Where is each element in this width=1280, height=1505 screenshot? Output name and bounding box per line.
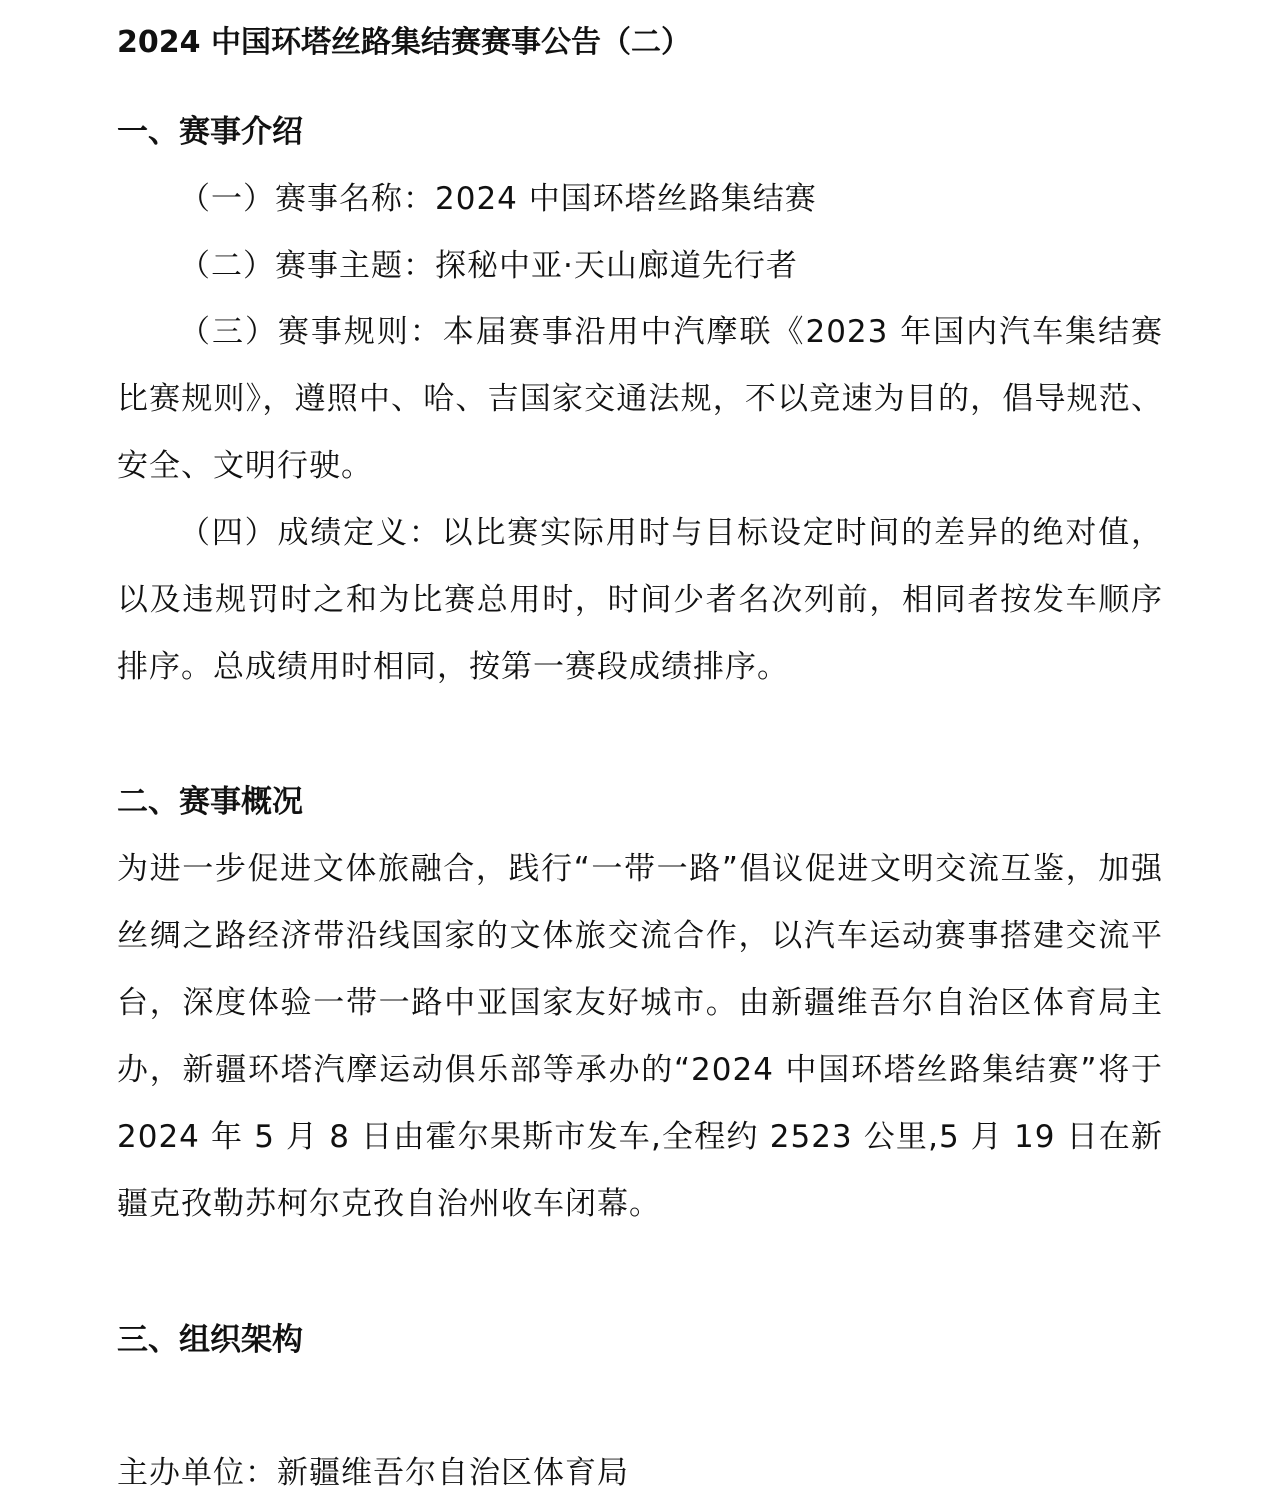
document-title: 2024 中国环塔丝路集结赛赛事公告（二） — [117, 25, 691, 60]
section-heading-organization: 三、组织架构 — [117, 1322, 303, 1358]
intro-item-rules: （三）赛事规则：本届赛事沿用中汽摩联《2023 年国内汽车集结赛比赛规则》，遵照中、哈、吉国家交通法规，不以竞速为目的，倡导规范、安全、文明行驶。 — [117, 314, 1163, 484]
section-heading-overview: 二、赛事概况 — [117, 784, 303, 820]
intro-item-scoring: （四）成绩定义：以比赛实际用时与目标设定时间的差异的绝对值，以及违规罚时之和为比赛总用时，时间少者名次列前，相同者按发车顺序排序。总成绩用时相同，按第一赛段成绩排序。 — [117, 515, 1163, 685]
organizer-line: 主办单位：新疆维吾尔自治区体育局 — [117, 1455, 629, 1491]
section-heading-intro: 一、赛事介绍 — [117, 114, 303, 150]
overview-paragraph: 为进一步促进文体旅融合，践行“一带一路”倡议促进文明交流互鉴，加强丝绸之路经济带沿线国家的文体旅交流合作，以汽车运动赛事搭建交流平台，深度体验一带一路中亚国家友好城市。由新疆维吾尔自治区体育局主办，新疆环塔汽摩运动俱乐部等承办的“2024 中国环塔丝路集结赛”将于 2024 年 5 月 8 日由霍尔果斯市发车,全程约 2523 公里,5 月 19 日在新疆克孜勒苏柯尔克孜自治州收车闭幕。 — [117, 851, 1163, 1222]
intro-item-theme: （二）赛事主题：探秘中亚·天山廊道先行者 — [179, 248, 798, 284]
intro-item-name: （一）赛事名称：2024 中国环塔丝路集结赛 — [179, 181, 817, 217]
